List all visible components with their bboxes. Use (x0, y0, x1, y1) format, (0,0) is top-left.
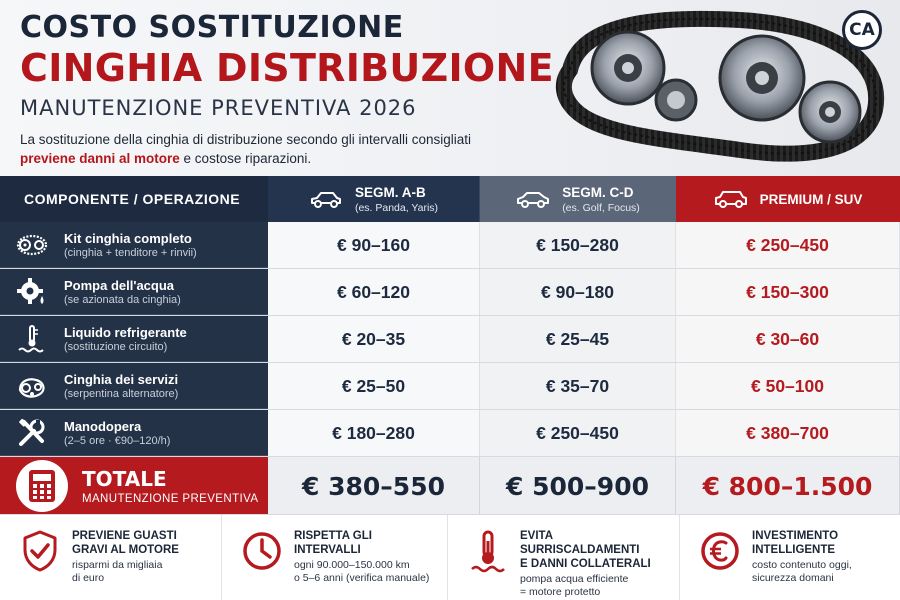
cell-segm-cd: € 250–450 (480, 410, 676, 456)
cell-segm-cd: € 25–45 (480, 316, 676, 362)
header-component: COMPONENTE / OPERAZIONE (0, 176, 268, 222)
benefit-head2: INTELLIGENTE (752, 544, 836, 556)
shield-check-icon (20, 529, 60, 573)
benefit-item (222, 515, 448, 600)
belt-kit-icon (16, 229, 48, 261)
cell-segm-cd: € 90–180 (480, 269, 676, 315)
total-label: TOTALE (82, 467, 167, 491)
row-desc: (cinghia + tenditore + rinvii) (64, 246, 197, 259)
header-premium-label: PREMIUM / SUV (759, 191, 863, 207)
thermometer-icon (468, 529, 508, 573)
total-label-cell (0, 457, 268, 515)
table-row (0, 363, 900, 410)
benefit-body2: o 5–6 anni (verifica manuale) (294, 572, 430, 584)
header-segm-cd-sub: (es. Golf, Focus) (562, 201, 640, 214)
benefit-head1: PREVIENE GUASTI (72, 530, 177, 542)
benefit-head2: INTERVALLI (294, 544, 361, 556)
benefit-head2: E DANNI COLLATERALI (520, 558, 651, 570)
benefits-footer (0, 514, 900, 600)
benefit-body1: pompa acqua efficiente (520, 573, 629, 585)
table-row (0, 222, 900, 269)
row-component (0, 410, 268, 456)
row-component (0, 269, 268, 315)
benefit-body2: di euro (72, 572, 105, 584)
cell-segm-ab: € 20–35 (268, 316, 480, 362)
cell-segm-ab: € 25–50 (268, 363, 480, 409)
benefit-head1: RISPETTA GLI (294, 530, 372, 542)
table-row (0, 269, 900, 316)
benefit-body2: = motore protetto (520, 586, 601, 598)
benefit-item (680, 515, 900, 600)
benefit-head1: INVESTIMENTO (752, 530, 839, 542)
coolant-icon (16, 323, 48, 355)
intro-part2: e costose riparazioni. (179, 151, 312, 166)
row-desc: (sostituzione circuito) (64, 340, 168, 353)
header-segm-ab-sub: (es. Panda, Yaris) (354, 201, 439, 214)
row-name: Cinghia dei servizi (64, 371, 179, 387)
car-icon (309, 189, 343, 209)
row-name: Kit cinghia completo (64, 230, 192, 246)
total-segm-cd: € 500–900 (480, 457, 676, 515)
row-desc: (2–5 ore · €90–120/h) (64, 434, 171, 447)
total-sub: MANUTENZIONE PREVENTIVA (82, 493, 259, 505)
benefit-item (448, 515, 680, 600)
cell-segm-ab: € 180–280 (268, 410, 480, 456)
cell-segm-ab: € 60–120 (268, 269, 480, 315)
clock-icon (241, 530, 283, 572)
title-line1: COSTO SOSTITUZIONE (20, 10, 404, 45)
intro-text (20, 130, 540, 168)
header-segm-cd (480, 176, 676, 222)
brand-logo: CA (842, 10, 882, 50)
row-component (0, 363, 268, 409)
benefit-item (0, 515, 222, 600)
title-line2: CINGHIA DISTRIBUZIONE (20, 46, 554, 90)
row-name: Pompa dell'acqua (64, 277, 175, 293)
header-segm-ab-label: SEGM. A-B (354, 184, 426, 200)
serpentine-belt-icon (16, 370, 48, 402)
row-desc: (se azionata da cinghia) (64, 293, 181, 306)
cell-segm-cd: € 150–280 (480, 222, 676, 268)
table-row (0, 410, 900, 457)
cell-premium: € 50–100 (676, 363, 900, 409)
cell-premium: € 250–450 (676, 222, 900, 268)
car-icon (516, 189, 550, 209)
cell-premium: € 30–60 (676, 316, 900, 362)
tools-icon (16, 417, 48, 449)
euro-icon (699, 530, 741, 572)
cell-premium: € 150–300 (676, 269, 900, 315)
table-row (0, 316, 900, 363)
header (0, 0, 900, 176)
benefit-body1: ogni 90.000–150.000 km (294, 559, 410, 571)
header-premium (676, 176, 900, 222)
cell-segm-ab: € 90–160 (268, 222, 480, 268)
row-desc: (serpentina alternatore) (64, 387, 179, 400)
cell-premium: € 380–700 (676, 410, 900, 456)
suv-icon (714, 189, 748, 209)
cost-table (0, 176, 900, 515)
benefit-head2: GRAVI AL MOTORE (72, 544, 179, 556)
total-premium: € 800–1.500 (676, 457, 900, 515)
benefit-head1: EVITA SURRISCALDAMENTI (520, 530, 640, 556)
total-segm-ab: € 380–550 (268, 457, 480, 515)
benefit-body1: risparmi da migliaia (72, 559, 163, 571)
row-component (0, 316, 268, 362)
row-name: Manodopera (64, 418, 142, 434)
intro-highlight: previene danni al motore (20, 151, 180, 166)
row-component (0, 222, 268, 268)
benefit-body2: sicurezza domani (752, 572, 834, 584)
intro-part1: La sostituzione della cinghia di distribuzione secondo gli intervalli consigliati (20, 132, 472, 147)
water-pump-icon (16, 276, 48, 308)
calculator-icon (27, 469, 57, 503)
benefit-body1: costo contenuto oggi, (752, 559, 852, 571)
row-name: Liquido refrigerante (64, 324, 187, 340)
subtitle: MANUTENZIONE PREVENTIVA 2026 (20, 96, 417, 120)
total-row (0, 457, 900, 515)
header-segm-cd-label: SEGM. C-D (562, 184, 634, 200)
cell-segm-cd: € 35–70 (480, 363, 676, 409)
header-segm-ab (268, 176, 480, 222)
table-header (0, 176, 900, 222)
